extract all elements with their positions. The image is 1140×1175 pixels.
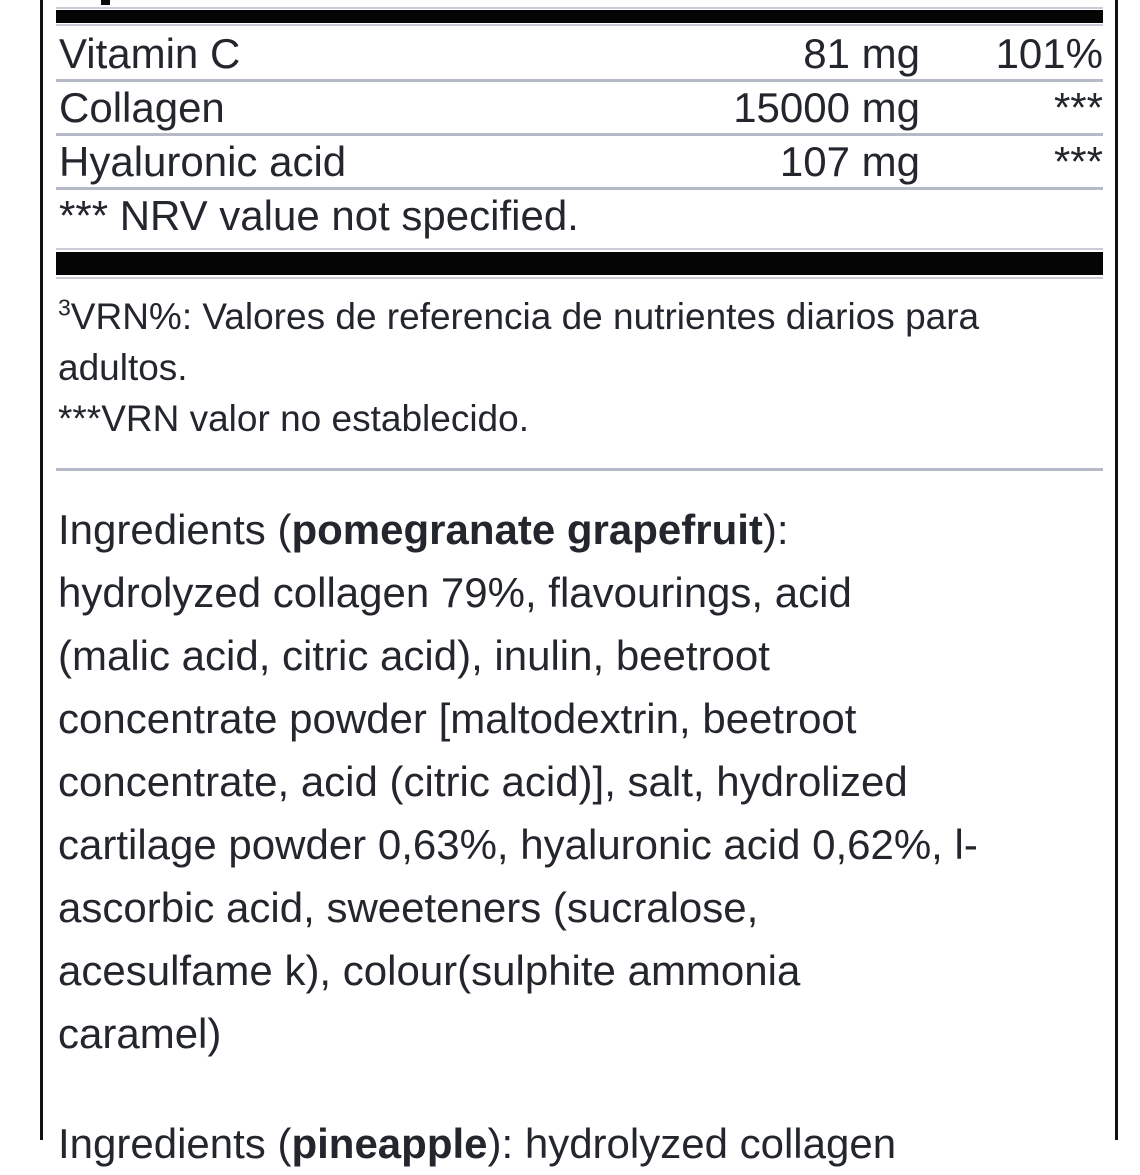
ingredients-heading-line (58, 498, 1118, 561)
nutrient-name: Vitamin C (59, 29, 241, 77)
ingredients-prefix: Ingredients ( (58, 506, 292, 553)
nutrient-nrv: *** (1053, 83, 1103, 131)
ingredients-line: concentrate, acid (citric acid)], salt, hydrolized (58, 758, 908, 805)
nrv-note-es (58, 291, 1103, 444)
black-bar (56, 252, 1103, 275)
nutrient-name: Hyaluronic acid (59, 137, 347, 185)
cut-off-text-stub (101, 0, 110, 5)
ingredients-line: acesulfame k), colour(sulphite ammonia (58, 947, 801, 994)
nutrient-name: Collagen (59, 83, 225, 131)
table-row (56, 82, 1103, 136)
es-note-line: ***VRN valor no establecido. (58, 398, 529, 439)
ingredients-line: cartilage powder 0,63%, hyaluronic acid 0,62%, l- (58, 821, 978, 868)
ingredients-line: ascorbic acid, sweeteners (sucralose, (58, 884, 759, 931)
es-note-line (58, 291, 1103, 342)
ingredients-pomegranate-paragraph (58, 498, 1118, 1065)
black-bar (56, 10, 1103, 23)
table-row (56, 136, 1103, 190)
nrv-footnote: *** NRV value not specified. (59, 192, 579, 239)
nutrient-nrv: 101% (995, 29, 1103, 77)
ingredients-suffix: ): hydrolyzed collagen (487, 1120, 897, 1167)
ingredients-suffix: ): (762, 506, 789, 553)
nutrient-nrv: *** (1053, 137, 1103, 185)
ingredients-line: concentrate powder [maltodextrin, beetroot (58, 695, 857, 742)
ingredients-pineapple-paragraph (58, 1112, 1118, 1175)
section-separator-bar (56, 248, 1103, 279)
ingredients-line: (malic acid, citric acid), inulin, beetroot (58, 632, 770, 679)
flavor-name: pineapple (291, 1120, 488, 1167)
es-note-text: VRN%: Valores de referencia de nutrientes diarios para (70, 296, 980, 337)
es-note-line: adultos. (58, 347, 188, 388)
table-header-bar (56, 7, 1103, 26)
section-divider (56, 468, 1103, 471)
table-row (56, 28, 1103, 82)
ingredients-line: caramel) (58, 1010, 222, 1057)
nutrient-amount: 15000 mg (733, 83, 920, 131)
ingredients-line: hydrolyzed collagen 79%, flavourings, acid (58, 569, 852, 616)
bar-bottom-hairline (56, 24, 1103, 26)
bar-bottom-hairline (56, 277, 1103, 279)
flavor-name: pomegranate grapefruit (291, 506, 763, 553)
nutrient-amount: 81 mg (803, 29, 920, 77)
ingredients-prefix: Ingredients ( (58, 1120, 292, 1167)
ingredients-heading-line (58, 1112, 1118, 1175)
label-left-border (40, 0, 43, 1140)
footnote-superscript: 3 (58, 294, 71, 321)
nutrient-amount: 107 mg (779, 137, 920, 185)
nutrition-table (56, 28, 1103, 242)
